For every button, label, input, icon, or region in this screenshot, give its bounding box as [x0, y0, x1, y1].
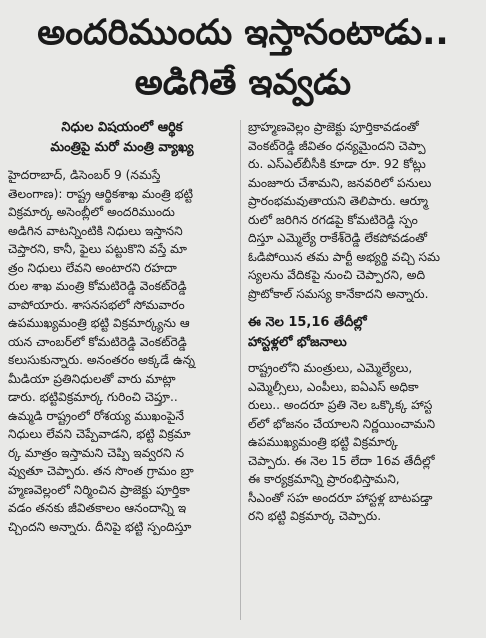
body-line: స్యలను వేదికపై నుంచి చెప్పారని, అది: [248, 268, 426, 282]
body-line: వడం తనకు జీవితకాలం ఆనందాన్ని ఇ: [8, 501, 187, 515]
left-subheading-line-1: నిధుల విషయంలో ఆర్థిక: [61, 120, 183, 135]
body-line: వాపోయారు. శాసనసభలో సోమవారం: [8, 297, 185, 312]
body-line: ప్రారంభమవుతాయని తెలిపారు. ఆర్మూ: [248, 194, 428, 208]
body-line: కలుసుకున్నారు. అనంతరం అక్కడే ఉన్న: [8, 353, 195, 367]
body-line: త్రం నిధులు లేవని అంటారని రహదా: [8, 260, 177, 275]
body-line: రని భట్టి విక్రమార్క చెప్పారు.: [248, 509, 382, 523]
right-body-text-bottom: [248, 359, 478, 526]
body-line: ఉమ్మడి రాష్ట్రంలో రోశయ్య ముఖంపైనే: [8, 408, 185, 423]
body-line: రులో జరిగిన రగడపై కోమటిరెడ్డి స్పం: [248, 212, 418, 227]
left-body-text: [8, 166, 236, 536]
left-column: [8, 118, 236, 536]
body-line: అడిగిన వాటన్నింటికి నిధులు ఇస్తానని: [8, 223, 183, 238]
right-subheading-line-1: ఈ నెల 15,16 తేదీల్లో: [248, 315, 367, 330]
body-line: నిధులు లేవని చెప్పేవాడని, భట్టి విక్రమా: [8, 427, 191, 441]
body-line: ప్రొటోకాల్ సమస్య కానేకాదని అన్నారు.: [248, 286, 429, 301]
body-line: రుల శాఖ మంత్రి కోమటిరెడ్డి వెంకట్‌రెడ్డి: [8, 279, 187, 293]
body-line: చెప్పారు. ఈ నెల 15 లేదా 16వ తేదీల్లో: [248, 453, 435, 468]
body-line: ల్‌లో భోజనం చేయాలని నిర్ణయించామని: [248, 416, 436, 431]
right-body-text-top: [248, 118, 478, 303]
body-line: దిస్తూ ఎమ్మెల్యే రాకేశ్‌రెడ్డి లేకపోవడంతో: [248, 231, 427, 245]
body-line: ఎమ్మెల్సీలు, ఎంపీలు, ఐఏఎస్ అధికా: [248, 379, 419, 394]
body-line: సీఎంతో సహ అందరూ హాస్టళ్ల బాటపడ్తా: [248, 490, 433, 505]
body-line: ఈ కార్యక్రమాన్ని ప్రారంభిస్తామని,: [248, 472, 400, 486]
headline-line-2: అడిగితే ఇవ్వడు: [134, 63, 352, 103]
left-subheading-line-2: మంత్రిపై మరో మంత్రి వ్యాఖ్య: [50, 140, 194, 155]
headline-line-1: అందరిముందు ఇస్తానంటాడు..: [37, 13, 449, 53]
body-line: మంజూరు చేశామని, జనవరిలో పనులు: [248, 175, 432, 190]
headline: [0, 8, 486, 108]
body-line: మీడియా ప్రతినిధులతో వారు మాట్లా: [8, 371, 176, 386]
body-line: చ్చిందని అన్నారు. దీనిపై భట్టి స్పందిస్తూ: [8, 519, 192, 534]
body-line: ఉపముఖ్యమంత్రి భట్టి విక్రమార్క్యను ఆ: [8, 316, 190, 330]
body-line: యన చాంబర్‌లో కోమటిరెడ్డి వెంకట్‌రెడ్డి: [8, 334, 187, 349]
right-subheading-line-2: హాస్టళ్లలో భోజనాలు: [248, 335, 347, 350]
body-line: రాష్ట్రంలోని మంత్రులు, ఎమ్మెల్యేలు,: [248, 361, 413, 375]
body-line: విక్రమార్క అసెంబ్లీలో అందరిముందు: [8, 205, 175, 219]
body-line: ఓడిపోయిన తమ పార్టీ అభ్యర్థి వచ్చి సమ: [248, 249, 441, 264]
body-line: ర్క మాత్రం ఇస్తామని చెప్పి ఇవ్వరని న: [8, 445, 185, 460]
body-line: తెలంగాణ): రాష్ట్ర ఆర్థికశాఖ మంత్రి భట్టి: [8, 186, 194, 201]
body-line: బ్రాహ్మణవెల్లం ప్రాజెక్టు పూర్తికావడంతో: [248, 120, 419, 134]
body-line: డారు. భట్టివిక్రమార్క గురించి చెప్తూ..: [8, 390, 178, 404]
body-line: చెప్తారని, కానీ, ఫైలు పట్టుకొని వస్తే మా: [8, 242, 187, 256]
body-line: హ్మణవెల్లంలో నిర్మించిన ప్రాజెక్టు పూర్తికా: [8, 482, 190, 497]
right-column: [248, 118, 478, 526]
body-line: రులు.. అందరూ ప్రతి నెల ఒక్కొక్క హాస్ట: [248, 398, 433, 412]
body-line: హైదరాబాద్, డిసెంబర్ 9 (నమస్తే: [8, 168, 161, 182]
column-divider: [240, 120, 241, 620]
body-line: ఉపముఖ్యమంత్రి భట్టి విక్రమార్క: [248, 435, 398, 449]
right-subheading: [248, 313, 478, 353]
body-line: వెంకట్‌రెడ్డి జీవితం ధన్యమైందని చెప్పా: [248, 138, 426, 153]
left-subheading: [8, 118, 236, 158]
body-line: వ్వుతూ చెప్పారు. తన సొంత గ్రామం బ్రా: [8, 464, 194, 478]
body-line: రు. ఎస్‌ఎల్‌బీసీకి కూడా రూ. 92 కోట్లు: [248, 157, 426, 171]
